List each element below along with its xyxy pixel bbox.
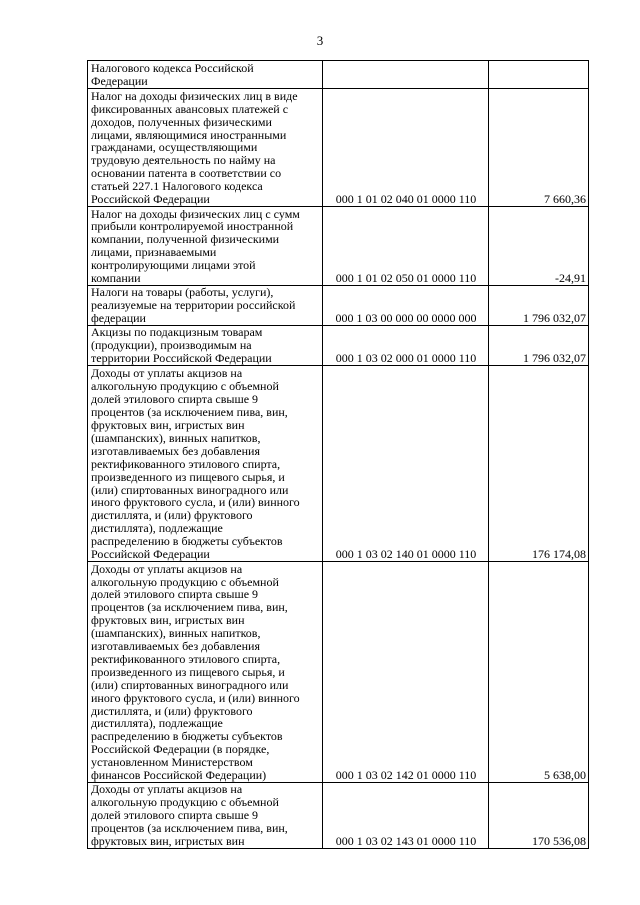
amount-cell: 1 796 032,07 [489, 326, 589, 366]
table-row [88, 286, 589, 326]
budget-code-cell: 000 1 03 00 000 00 0000 000 [323, 286, 489, 326]
income-name-cell [88, 89, 323, 207]
table-row [88, 61, 589, 89]
budget-code-cell: 000 1 03 02 000 01 0000 110 [323, 326, 489, 366]
income-name-cell [88, 783, 323, 849]
amount-cell: 7 660,36 [489, 89, 589, 207]
income-name-cell [88, 61, 323, 89]
table-row [88, 326, 589, 366]
amount-cell: 5 638,00 [489, 562, 589, 783]
income-name: Акцизы по подакцизным товарам (продукции), производимым на территории Российской Федерации [91, 325, 272, 366]
budget-code-cell [323, 61, 489, 89]
income-name-cell [88, 207, 323, 286]
income-name: Доходы от уплаты акцизов на алкогольную продукцию с объемной долей этилового спирта свыше 9 процентов (за исключением пива, вин, фруктовых вин, игристых вин [91, 782, 288, 849]
income-name: Налог на доходы физических лиц в виде фиксированных авансовых платежей с доходов, полученных физическими лицами, являющимися иностранными гражданами, осуществляющими трудовую деятельность по найму на основании патента в соответствии со статьей 227.1 Налогового кодекса Российской Федерации [91, 88, 298, 207]
income-name-cell [88, 562, 323, 783]
budget-code-cell: 000 1 03 02 142 01 0000 110 [323, 562, 489, 783]
income-name: Доходы от уплаты акцизов на алкогольную продукцию с объемной долей этилового спирта свыше 9 процентов (за исключением пива, вин, фруктовых вин, игристых вин (шампанских), винных напитков, изготавливаемых без добавления ректификованного этилового спирта, произведенного из пищевого сырья, и (или) спиртованных виноградного или иного фруктового сусла, и (или) винного дистиллята, и (или) фруктового дистиллята), подлежащие распределению в бюджеты субъектов Российской Федерации [91, 366, 300, 562]
budget-code-cell: 000 1 03 02 143 01 0000 110 [323, 783, 489, 849]
income-name: Доходы от уплаты акцизов на алкогольную продукцию с объемной долей этилового спирта свыше 9 процентов (за исключением пива, вин, фруктовых вин, игристых вин (шампанских), винных напитков, изготавливаемых без добавления ректификованного этилового спирта, произведенного из пищевого сырья, и (или) спиртованных виноградного или иного фруктового сусла, и (или) винного дистиллята, и (или) фруктового дистиллята), подлежащие распределению в бюджеты субъектов Российской Федерации (в порядке, установленном Министерством финансов Российской Федерации) [91, 561, 300, 783]
amount-cell [489, 61, 589, 89]
amount-cell: 176 174,08 [489, 366, 589, 562]
amount-cell: 170 536,08 [489, 783, 589, 849]
income-name: Налогового кодекса Российской Федерации [91, 61, 254, 89]
income-name-cell [88, 366, 323, 562]
revenue-table [87, 60, 589, 849]
budget-code-cell: 000 1 03 02 140 01 0000 110 [323, 366, 489, 562]
amount-cell: 1 796 032,07 [489, 286, 589, 326]
table-row [88, 366, 589, 562]
income-name-cell [88, 326, 323, 366]
table-row [88, 89, 589, 207]
table-row [88, 207, 589, 286]
table-row [88, 783, 589, 849]
budget-code-cell: 000 1 01 02 040 01 0000 110 [323, 89, 489, 207]
page-number: 3 [316, 33, 324, 48]
income-name-cell [88, 286, 323, 326]
income-name: Налоги на товары (работы, услуги), реализуемые на территории российской федерации [91, 285, 296, 326]
budget-code-cell: 000 1 01 02 050 01 0000 110 [323, 207, 489, 286]
table-row [88, 562, 589, 783]
income-name: Налог на доходы физических лиц с сумм прибыли контролируемой иностранной компании, полученной физическими лицами, признаваемыми контролирующими лицами этой компании [91, 206, 300, 286]
amount-cell: -24,91 [489, 207, 589, 286]
